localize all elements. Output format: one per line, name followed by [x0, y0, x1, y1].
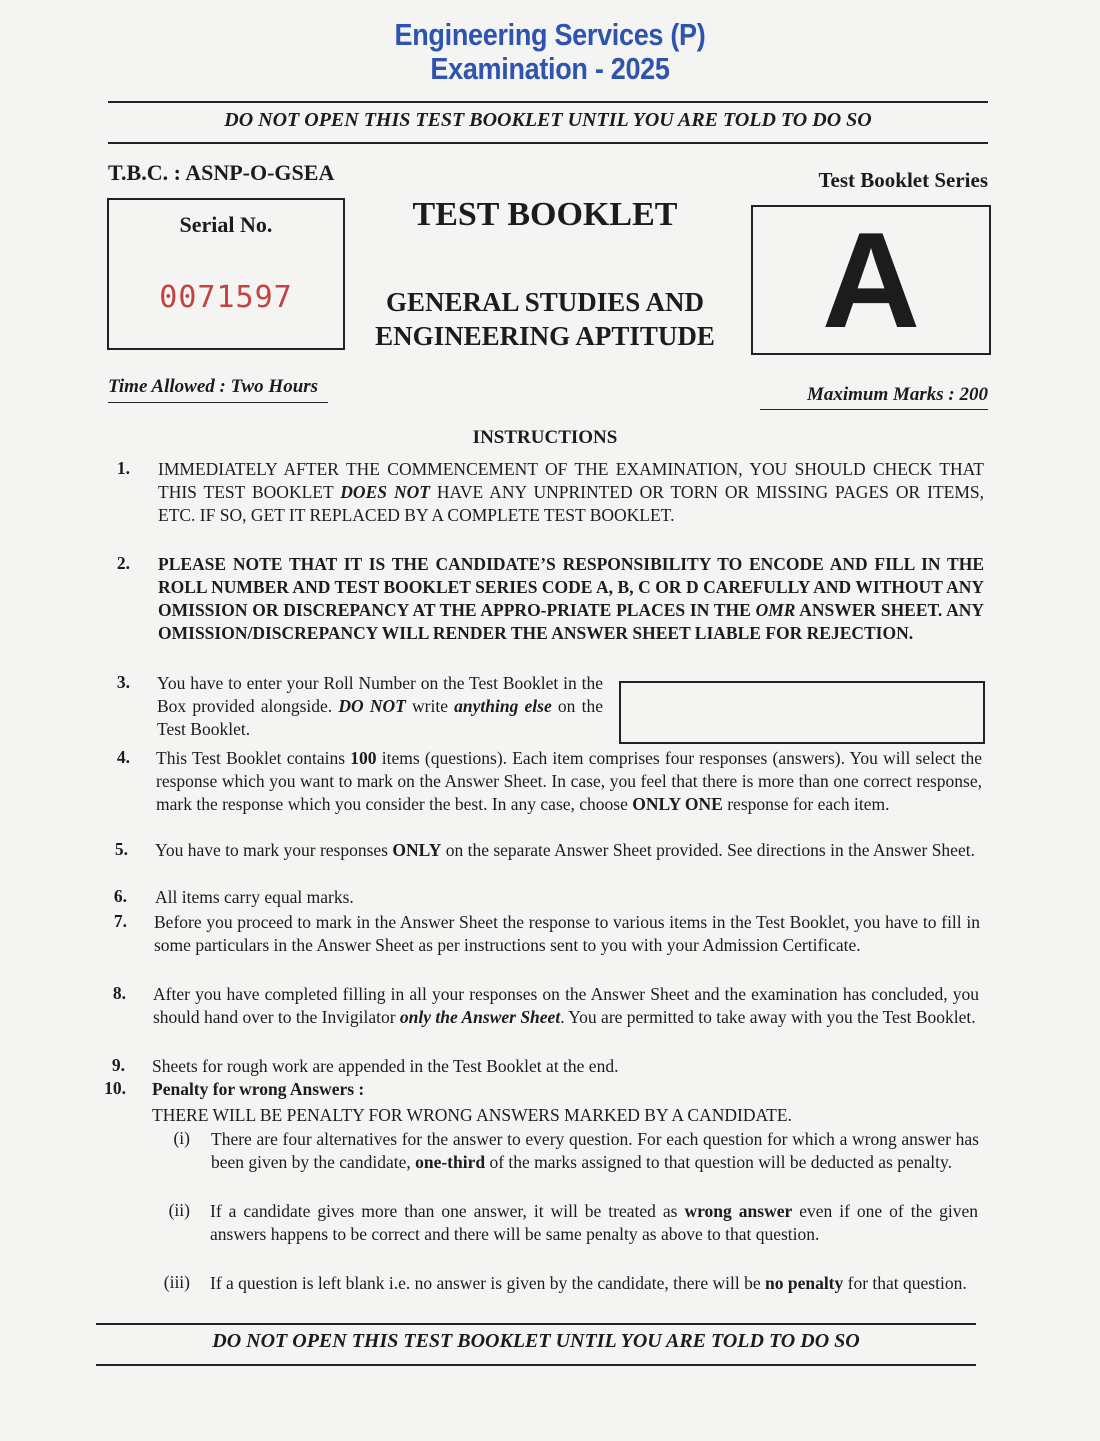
- top-rule-2: [108, 142, 988, 144]
- series-box: [751, 205, 991, 355]
- serial-label: Serial No.: [179, 212, 273, 237]
- top-warning: DO NOT OPEN THIS TEST BOOKLET UNTIL YOU ARE TOLD TO DO SO: [224, 109, 872, 131]
- bottom-rule-2: [96, 1364, 976, 1366]
- subject-line-2: ENGINEERING APTITUDE: [375, 321, 715, 351]
- serial-box: [107, 198, 345, 350]
- instructions-heading: INSTRUCTIONS: [472, 427, 618, 448]
- item-6-text: All items carry equal marks.: [155, 887, 354, 907]
- sub-item-iii-number: (iii): [163, 1272, 190, 1292]
- item-10-heading: Penalty for wrong Answers :: [152, 1079, 365, 1099]
- item-7-text: Before you proceed to mark in the Answer Sheet the response to various items in the Test Booklet, you have to fill in some particulars in the Answer Sheet as per instructions sent to you with your Admission Certificate.: [154, 912, 980, 955]
- item-2-number: 2.: [116, 553, 130, 573]
- bottom-warning: DO NOT OPEN THIS TEST BOOKLET UNTIL YOU ARE TOLD TO DO SO: [212, 1330, 860, 1352]
- sub-item-i-number: (i): [173, 1128, 190, 1148]
- sub-item-ii-text: If a candidate gives more than one answer, it will be treated as wrong answer even if one of the given answers happens to be correct and there will be same penalty as above to that question.: [210, 1201, 978, 1244]
- item-1-text: IMMEDIATELY AFTER THE COMMENCEMENT OF THE EXAMINATION, YOU SHOULD CHECK THAT THIS TEST BOOKLET DOES NOT HAVE ANY UNPRINTED OR TORN OR MISSING PAGES OR ITEMS, ETC. IF SO, GET IT REPLACED BY A COMPLETE TEST BOOKLET.: [158, 459, 984, 525]
- item-3-text: You have to enter your Roll Number on the Test Booklet in the Box provided alongside. DO NOT write anything else on the Test Booklet.: [157, 673, 603, 739]
- item-9-number: 9.: [111, 1055, 125, 1075]
- roll-number-box[interactable]: [619, 681, 985, 744]
- sub-item-iii-text: If a question is left blank i.e. no answer is given by the candidate, there will be no penalty for that question.: [210, 1273, 967, 1293]
- item-9-text: Sheets for rough work are appended in the Test Booklet at the end.: [152, 1056, 619, 1076]
- max-marks: Maximum Marks : 200: [806, 384, 988, 405]
- item-8-text: After you have completed filling in all your responses on the Answer Sheet and the examination has concluded, you should hand over to the Invigilator only the Answer Sheet. You are permitted to take away with you the Test Booklet.: [153, 984, 979, 1027]
- time-underline: [108, 402, 328, 403]
- bottom-rule-1: [96, 1323, 976, 1325]
- sub-item-i-text: There are four alternatives for the answer to every question. For each question for which a wrong answer has been given by the candidate, one-third of the marks assigned to that question will be deducted as penalty.: [211, 1129, 979, 1172]
- sub-item-ii-number: (ii): [168, 1200, 190, 1220]
- exam-stamp-line1: Engineering Services (P): [394, 18, 706, 52]
- marks-underline: [760, 409, 988, 410]
- item-8-number: 8.: [112, 983, 126, 1003]
- exam-stamp-line2: Examination - 2025: [430, 52, 670, 86]
- item-4-number: 4.: [116, 747, 130, 767]
- item-5-number: 5.: [114, 839, 128, 859]
- item-2-text: PLEASE NOTE THAT IT IS THE CANDIDATE’S RESPONSIBILITY TO ENCODE AND FILL IN THE ROLL NUMBER AND TEST BOOKLET SERIES CODE A, B, C OR D CAREFULLY AND WITHOUT ANY OMISSION OR DISCREPANCY AT THE APPRO-PRIATE PLACES IN THE OMR ANSWER SHEET. ANY OMISSION/DISCREPANCY WILL RENDER THE ANSWER SHEET LIABLE FOR REJECTION.: [158, 554, 984, 643]
- top-rule-1: [108, 101, 988, 103]
- time-allowed: Time Allowed : Two Hours: [108, 376, 319, 397]
- item-10-number: 10.: [104, 1078, 126, 1098]
- item-4-text: This Test Booklet contains 100 items (questions). Each item comprises four responses (answers). You will select the response which you want to mark on the Answer Sheet. In case, you feel that there is more than one correct response, mark the response which you consider the best. In any case, choose ONLY ONE response for each item.: [156, 748, 982, 814]
- serial-number: 0071597: [159, 280, 293, 315]
- series-letter: A: [821, 204, 921, 356]
- series-label: Test Booklet Series: [818, 168, 988, 192]
- tbc-code: T.B.C. : ASNP-O-GSEA: [108, 160, 335, 185]
- item-1-number: 1.: [116, 458, 130, 478]
- item-10-penalty-note: THERE WILL BE PENALTY FOR WRONG ANSWERS MARKED BY A CANDIDATE.: [152, 1105, 792, 1125]
- item-3-number: 3.: [116, 672, 130, 692]
- item-5-text: You have to mark your responses ONLY on the separate Answer Sheet provided. See directions in the Answer Sheet.: [155, 840, 975, 860]
- item-6-number: 6.: [113, 886, 127, 906]
- subject-line-1: GENERAL STUDIES AND: [385, 287, 705, 317]
- item-7-number: 7.: [113, 911, 127, 931]
- booklet-title: TEST BOOKLET: [412, 196, 678, 233]
